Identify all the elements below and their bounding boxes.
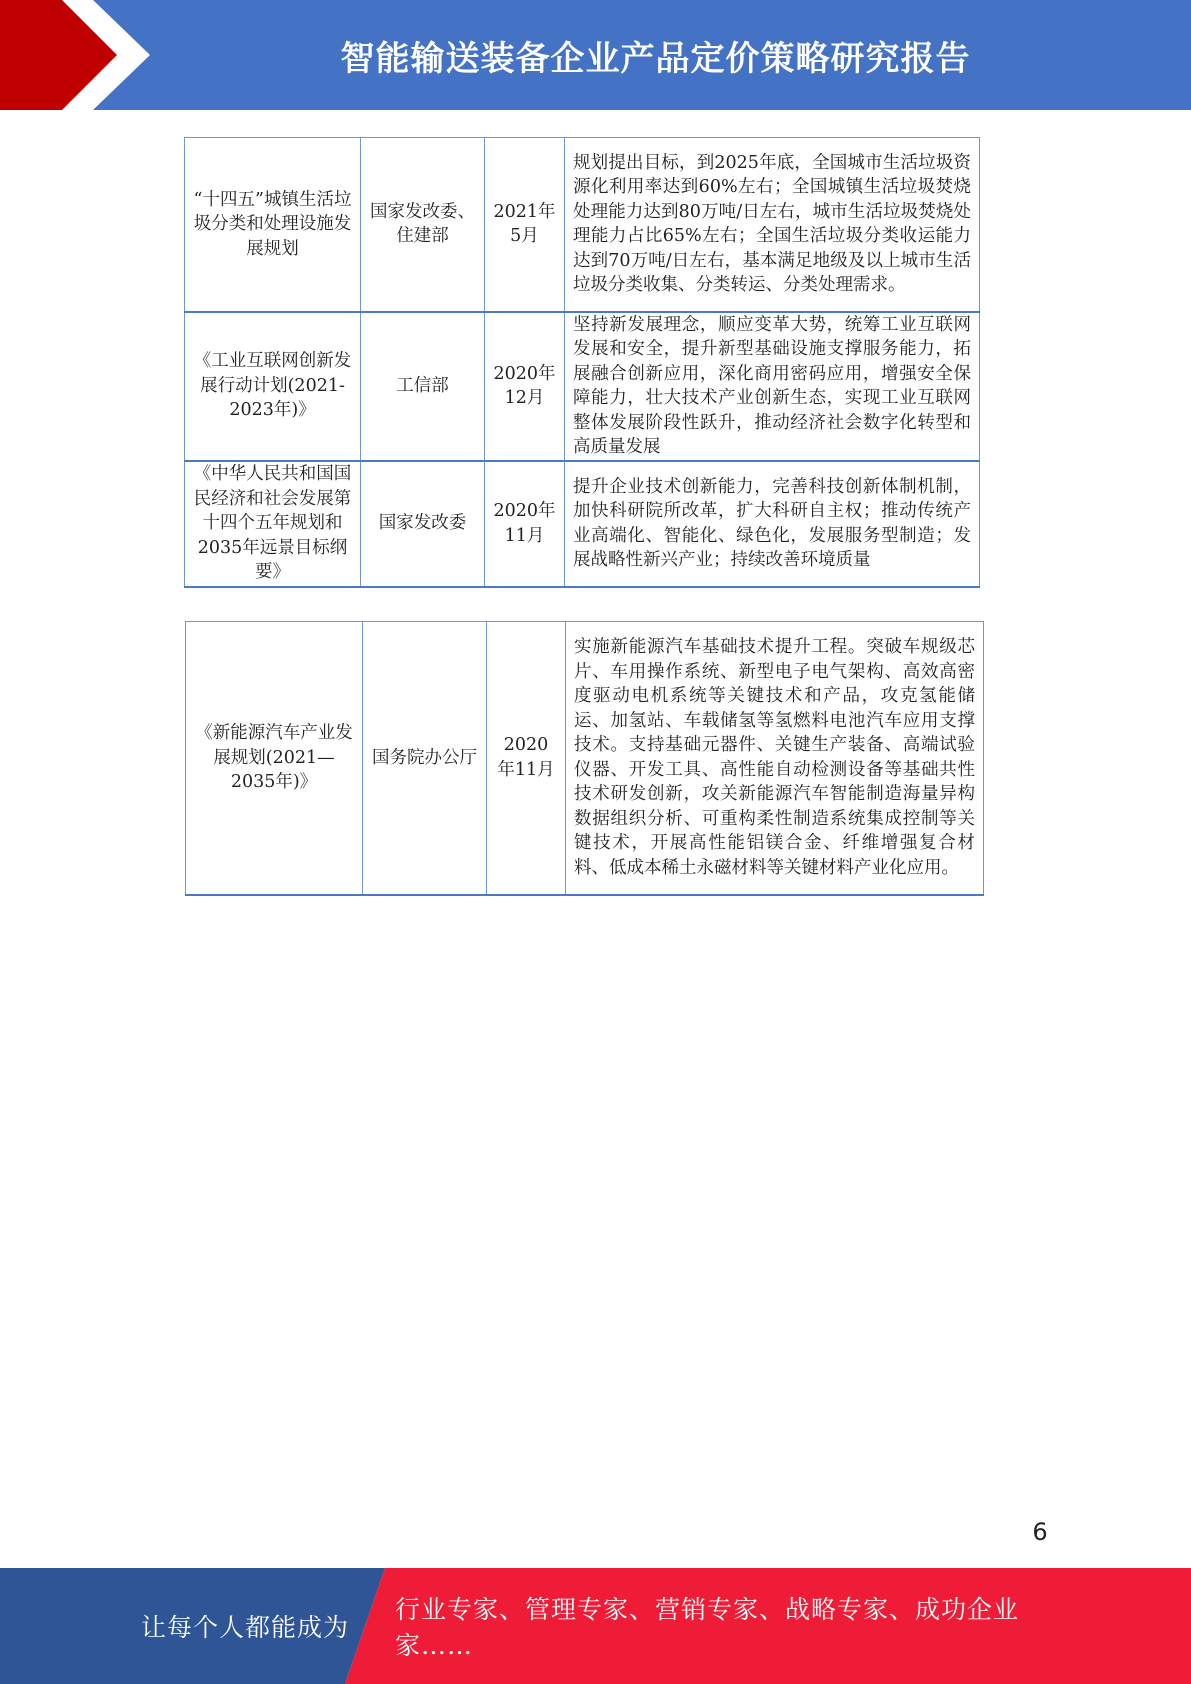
issuing-department-cell: 工信部 (361, 312, 485, 461)
policy-table (184, 137, 980, 588)
release-date-cell: 2020年11月 (485, 461, 565, 587)
policy-content-cell: 提升企业技术创新能力，完善科技创新体制机制，加快科研院所改革，扩大科研自主权；推动传统产业高端化、智能化、绿色化，发展服务型制造；发展战略性新兴产业；持续改善环境质量 (565, 461, 980, 587)
page-footer (0, 1568, 1191, 1684)
release-date-cell: 2021年5月 (485, 138, 565, 312)
policy-name-cell: 《工业互联网创新发展行动计划(2021-2023年)》 (185, 312, 361, 461)
issuing-department-cell: 国家发改委、住建部 (361, 138, 485, 312)
policy-table (185, 621, 984, 896)
footer-slogan-left: 让每个人都能成为 (140, 1613, 349, 1642)
policy-name-cell: 《中华人民共和国国民经济和社会发展第十四个五年规划和2035年远景目标纲要》 (185, 461, 361, 587)
page-header (0, 0, 1191, 110)
page-number: 6 (1032, 1518, 1048, 1546)
issuing-department-cell: 国务院办公厅 (363, 622, 487, 895)
table-row (185, 138, 980, 312)
table-row (185, 312, 980, 461)
policy-content-cell: 实施新能源汽车基础技术提升工程。突破车规级芯片、车用操作系统、新型电子电气架构、高效高密度驱动电机系统等关键技术和产品，攻克氢能储运、加氢站、车载储氢等氢燃料电池汽车应用支撑技术。支持基础元器件、关键生产装备、高端试验仪器、开发工具、高性能自动检测设备等基础共性技术研发创新，攻关新能源汽车智能制造海量异构数据组织分析、可重构柔性制造系统集成控制等关键技术，开展高性能铝镁合金、纤维增强复合材料、低成本稀土永磁材料等关键材料产业化应用。 (566, 622, 984, 895)
table-row (185, 461, 980, 587)
footer-slogan-right: 行业专家、管理专家、营销专家、战略专家、成功企业家…… (395, 1595, 1020, 1660)
release-date-cell: 2020年12月 (485, 312, 565, 461)
report-title: 智能输送装备企业产品定价策略研究报告 (340, 38, 971, 79)
release-date-cell: 2020年11月 (487, 622, 566, 895)
issuing-department-cell: 国家发改委 (361, 461, 485, 587)
policy-name-cell: “十四五”城镇生活垃圾分类和处理设施发展规划 (185, 138, 361, 312)
policy-name-cell: 《新能源汽车产业发展规划(2021—2035年)》 (186, 622, 363, 895)
policy-content-cell: 坚持新发展理念，顺应变革大势，统筹工业互联网发展和安全，提升新型基础设施支撑服务能力，拓展融合创新应用，深化商用密码应用，增强安全保障能力，壮大技术产业创新生态，实现工业互联网整体发展阶段性跃升，推动经济社会数字化转型和高质量发展 (565, 312, 980, 461)
policy-content-cell: 规划提出目标，到2025年底，全国城市生活垃圾资源化利用率达到60%左右；全国城镇生活垃圾焚烧处理能力达到80万吨/日左右，城市生活垃圾焚烧处理能力占比65%左右；全国生活垃圾分类收运能力达到70万吨/日左右，基本满足地级及以上城市生活垃圾分类收集、分类转运、分类处理需求。 (565, 138, 980, 312)
table-row (186, 622, 984, 895)
